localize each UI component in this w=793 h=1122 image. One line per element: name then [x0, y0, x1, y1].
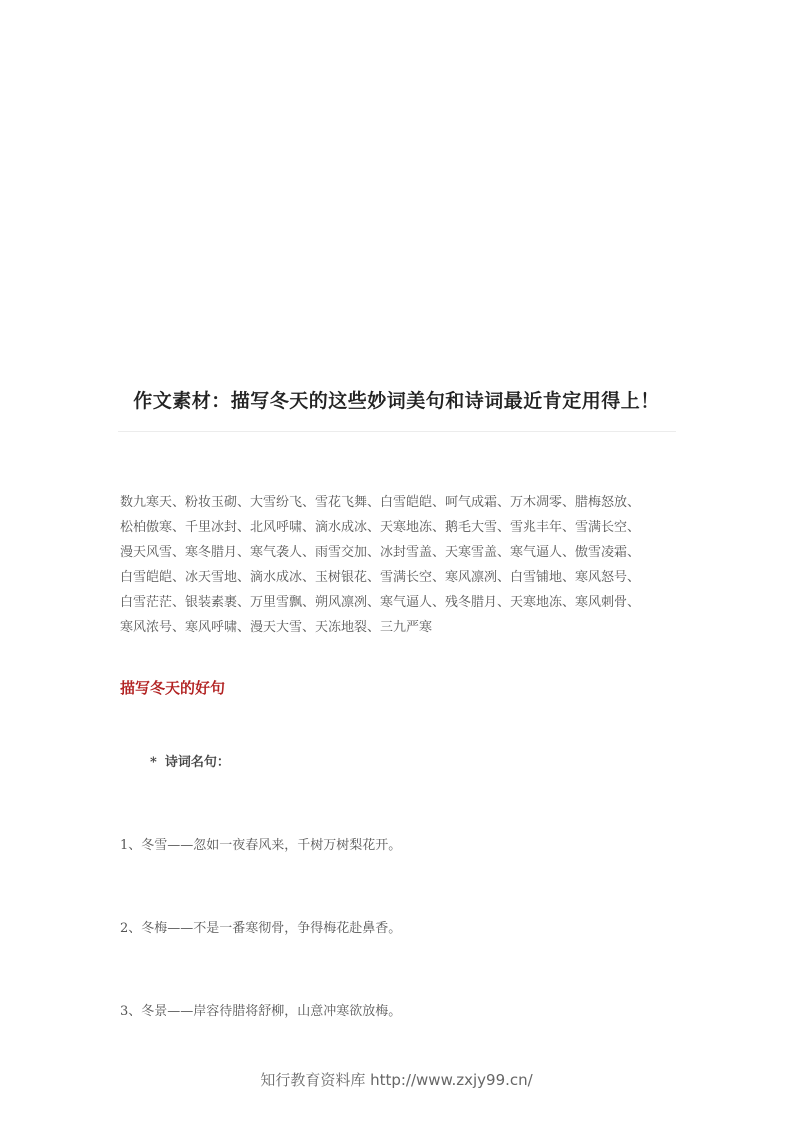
vocabulary-paragraph: [120, 490, 680, 640]
section-heading: 描写冬天的好句: [120, 679, 226, 697]
article-title: 作文素材：描写冬天的这些妙词美句和诗词最近肯定用得上！: [133, 390, 660, 412]
verse-item: 1、冬雪——忽如一夜春风来，千树万树梨花开。: [120, 838, 402, 853]
verse-item: 3、冬景——岸容待腊将舒柳，山意冲寒欲放梅。: [120, 1004, 402, 1019]
paragraph-line: 漫天风雪、寒冬腊月、寒气袭人、雨雪交加、冰封雪盖、天寒雪盖、寒气逼人、傲雪凌霜、: [120, 545, 641, 560]
subheading: [150, 751, 230, 770]
paragraph-line: 白雪茫茫、银装素裹、万里雪飘、朔风凛冽、寒气逼人、残冬腊月、天寒地冻、寒风刺骨、: [120, 595, 641, 610]
verse-item: 2、冬梅——不是一番寒彻骨，争得梅花赴鼻香。: [120, 921, 402, 936]
paragraph-line: 白雪皑皑、冰天雪地、滴水成冰、玉树银花、雪满长空、寒风凛冽、白雪铺地、寒风怒号、: [120, 570, 641, 585]
subheading-marker: *: [150, 755, 157, 770]
paragraph-line: 数九寒天、粉妆玉砌、大雪纷飞、雪花飞舞、白雪皑皑、呵气成霜、万木凋零、腊梅怒放、: [120, 495, 641, 510]
paragraph-line: 松柏傲寒、千里冰封、北风呼啸、滴水成冰、天寒地冻、鹅毛大雪、雪兆丰年、雪满长空、: [120, 520, 641, 535]
title-divider: [118, 431, 676, 432]
paragraph-line: 寒风浓号、寒风呼啸、漫天大雪、天冻地裂、三九严寒: [120, 620, 433, 635]
subheading-label: 诗词名句：: [164, 755, 230, 770]
footer-watermark: 知行教育资料库 http://www.zxjy99.cn/: [260, 1071, 533, 1089]
